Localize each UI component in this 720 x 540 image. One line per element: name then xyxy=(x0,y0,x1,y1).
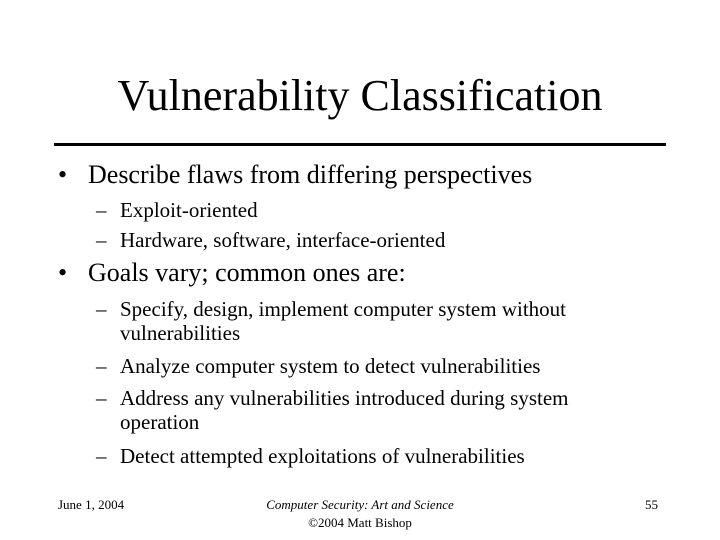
sub-bullet-mark: – xyxy=(96,198,107,222)
footer-date: June 1, 2004 xyxy=(58,497,125,512)
sub-bullet-item xyxy=(96,444,640,468)
footer-credit xyxy=(210,496,510,532)
sub-bullet-text: Detect attempted exploitations of vulnerabilities xyxy=(120,444,525,468)
sub-bullet-text: Exploit-oriented xyxy=(120,198,258,222)
title-divider xyxy=(54,143,666,146)
sub-bullet-item xyxy=(96,354,640,378)
footer-book-title: Computer Security: Art and Science xyxy=(266,497,454,512)
sub-bullet-text: Analyze computer system to detect vulnerabilities xyxy=(120,354,541,378)
sub-bullet-mark: – xyxy=(96,297,107,321)
sub-bullet-item xyxy=(96,386,640,434)
sub-bullet-text: Hardware, software, interface-oriented xyxy=(120,228,446,252)
sub-bullet-text: Address any vulnerabilities introduced during system operation xyxy=(120,386,569,434)
sub-bullet-item xyxy=(96,198,640,222)
page-number: 55 xyxy=(645,497,658,512)
sub-bullet-item xyxy=(96,228,640,252)
sub-bullet-mark: – xyxy=(96,386,107,410)
bullet-text: Goals vary; common ones are: xyxy=(88,258,406,287)
sub-bullet-mark: – xyxy=(96,228,107,252)
sub-bullet-text: Specify, design, implement computer system without vulnerabilities xyxy=(120,297,566,345)
slide-title: Vulnerability Classification xyxy=(117,71,603,120)
bullet-mark: • xyxy=(58,160,68,189)
sub-bullet-mark: – xyxy=(96,444,107,468)
footer-copyright: ©2004 Matt Bishop xyxy=(308,515,412,530)
sub-bullet-mark: – xyxy=(96,354,107,378)
bullet-text: Describe flaws from differing perspectives xyxy=(88,160,533,189)
bullet-mark: • xyxy=(58,258,68,287)
sub-bullet-item xyxy=(96,297,640,345)
